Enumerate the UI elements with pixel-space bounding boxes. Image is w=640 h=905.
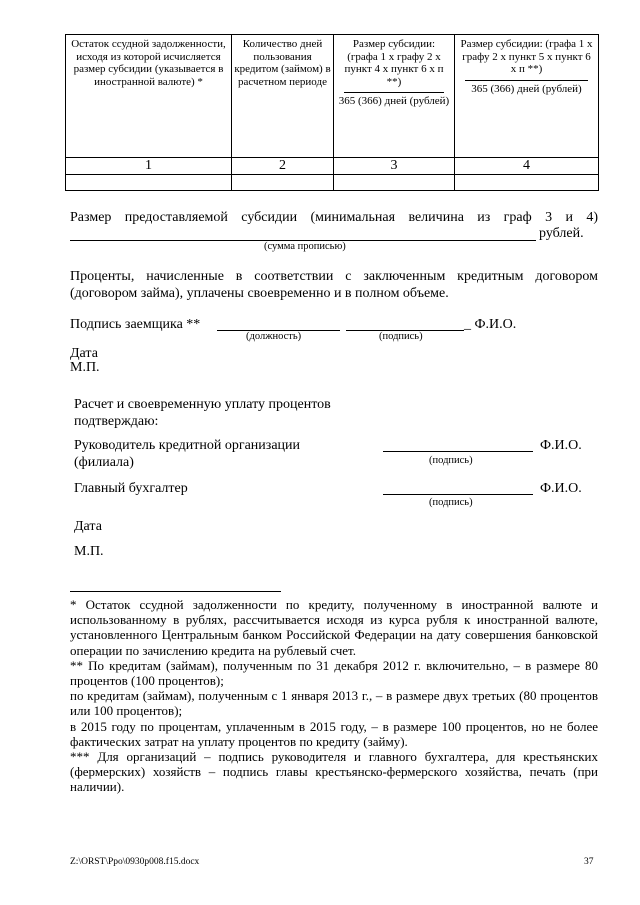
col-number-4: 4 bbox=[455, 158, 599, 175]
borrower-signature-label: Подпись заемщика ** bbox=[70, 317, 201, 332]
subsidy-table bbox=[65, 34, 599, 191]
position-caption: (должность) bbox=[246, 331, 302, 342]
footnote-3: *** Для организаций – подпись руководителя и главного бухгалтера, для крестьянских (фермерских) хозяйств – подпись главы крестьянско-фермерского хозяйства, печать (при наличии). bbox=[70, 749, 598, 795]
chief-accountant-fio-label: Ф.И.О. bbox=[540, 481, 582, 496]
col-number-2: 2 bbox=[232, 158, 334, 175]
amount-in-words-caption: (сумма прописью) bbox=[264, 241, 346, 252]
header-col4-top: Размер субсидии: (графа 1 х графу 2 х пункт 5 х пункт 6 х п **) bbox=[460, 38, 593, 75]
table-header-row bbox=[66, 35, 599, 158]
header-col3-bottom: 365 (366) дней (рублей) bbox=[338, 95, 450, 107]
footnote-2a: ** По кредитам (займам), полученным по 31 декабря 2012 г. включительно, – в размере 80 процентов (100 процентов); bbox=[70, 657, 598, 689]
confirmation-text: Расчет и своевременную уплату процентов подтверждаю: bbox=[74, 397, 331, 429]
footnotes bbox=[70, 597, 598, 795]
footnote-1: * Остаток ссудной задолженности по кредиту, полученному в иностранной валюте и использованному в рублях, рассчитывается исходя из курса рубля к иностранной валюте, установленного Центральным банком Российской Федерации на дату совершения банковской операции по зачислению кредита на рублевый счет. bbox=[70, 597, 598, 658]
chief-accountant-label: Главный бухгалтер bbox=[74, 481, 188, 496]
borrower-fio-label: _ Ф.И.О. bbox=[464, 317, 517, 332]
bank-head-signature-line[interactable] bbox=[383, 451, 533, 452]
file-path-footer: Z:\ORST\Ppo\0930p008.f15.docx bbox=[70, 857, 200, 867]
table-cell[interactable] bbox=[232, 175, 334, 191]
borrower-stamp-label: М.П. bbox=[70, 360, 100, 375]
subsidy-size-line: Размер предоставляемой субсидии (минимальная величина из граф 3 и 4) bbox=[70, 210, 598, 225]
header-col4-bottom: 365 (366) дней (рублей) bbox=[471, 82, 582, 95]
confirm-stamp-label: М.П. bbox=[74, 544, 104, 559]
fraction-line bbox=[465, 80, 588, 81]
footnote-2c: в 2015 году по процентам, уплаченным в 2015 году, – в размере 100 процентов, но не более фактических затрат на уплату процентов по кредиту (займу). bbox=[70, 718, 598, 749]
rubles-label: рублей. bbox=[539, 226, 584, 241]
header-col1: Остаток ссудной задолженности, исходя из которой исчисляется размер субсидии (указывается в иностранной валюте) * bbox=[66, 35, 232, 158]
footnote-separator bbox=[70, 591, 281, 592]
footnote-2b: по кредитам (займам), полученным с 1 января 2013 г., – в размере двух третьих (80 процентов или 100 процентов); bbox=[70, 688, 598, 719]
bank-head-fio-label: Ф.И.О. bbox=[540, 438, 582, 453]
chief-accountant-signature-caption: (подпись) bbox=[429, 497, 473, 508]
header-col4 bbox=[455, 35, 599, 158]
page-number: 37 bbox=[584, 857, 594, 867]
table-cell[interactable] bbox=[66, 175, 232, 191]
bank-head-signature-caption: (подпись) bbox=[429, 455, 473, 466]
signature-caption: (подпись) bbox=[379, 331, 423, 342]
header-col2: Количество дней пользования кредитом (займом) в расчетном периоде bbox=[232, 35, 334, 158]
confirm-date-label: Дата bbox=[74, 519, 102, 534]
interest-statement: Проценты, начисленные в соответствии с заключенным кредитным договором (договором займа), уплачены своевременно и в полном объеме. bbox=[70, 269, 598, 301]
table-number-row bbox=[66, 158, 599, 175]
chief-accountant-signature-line[interactable] bbox=[383, 494, 533, 495]
header-col3-top: Размер субсидии: (графа 1 х графу 2 х пункт 4 х пункт 6 х п **) bbox=[344, 38, 444, 88]
table-cell[interactable] bbox=[334, 175, 455, 191]
fraction-line bbox=[344, 92, 444, 93]
col-number-3: 3 bbox=[334, 158, 455, 175]
col-number-1: 1 bbox=[66, 158, 232, 175]
header-col3 bbox=[334, 35, 455, 158]
table-cell[interactable] bbox=[455, 175, 599, 191]
table-row bbox=[66, 175, 599, 191]
bank-head-label: Руководитель кредитной организации (филиала) bbox=[74, 438, 301, 470]
borrower-date-label: Дата bbox=[70, 346, 98, 361]
